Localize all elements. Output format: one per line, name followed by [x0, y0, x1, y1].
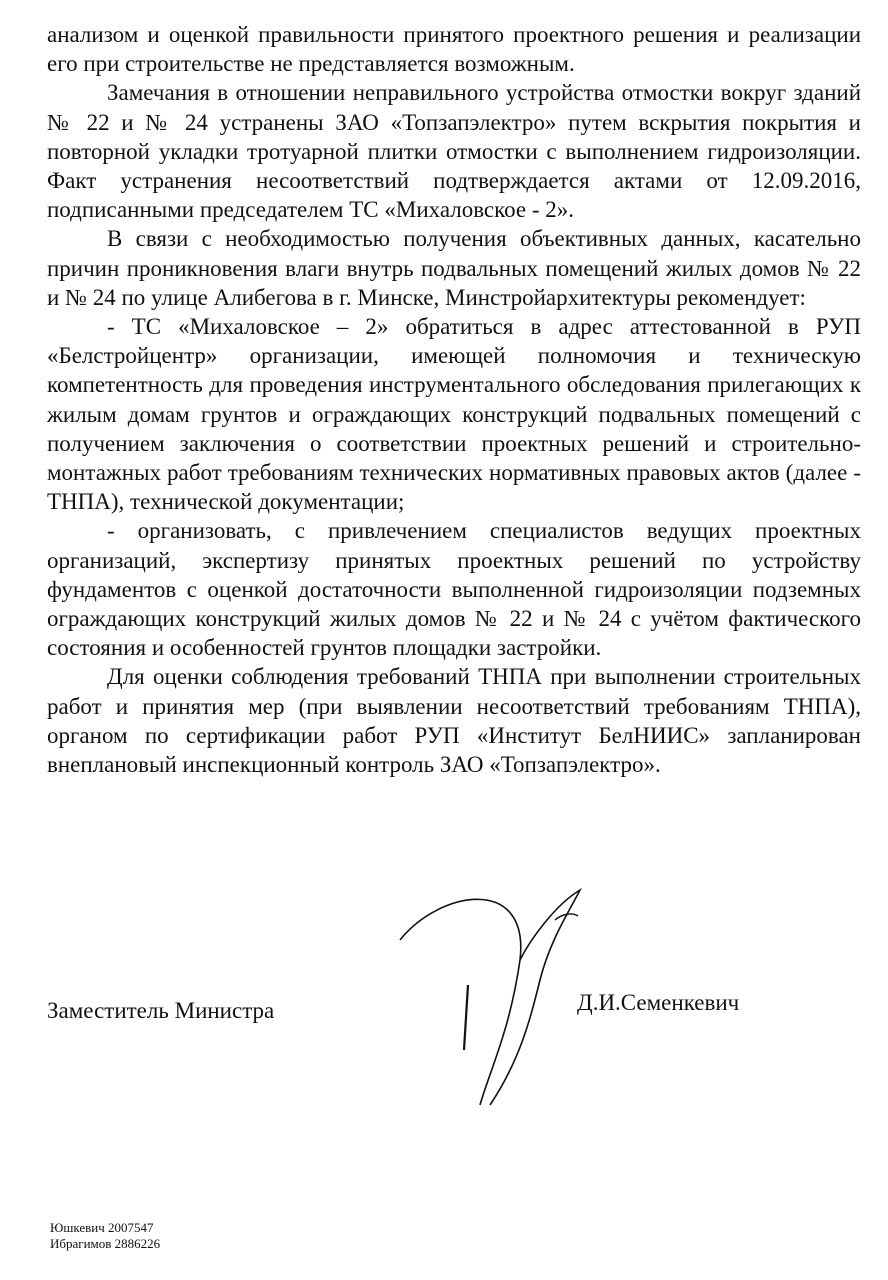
paragraph-recommendation-1: - ТС «Михаловское – 2» обратиться в адрес аттестованной в РУП «Белстройцентр» организации, имеющей полномочия и техническую компетентность для проведения инструментального обследования прилегающих к жилым домам грунтов и ограждающих конструкций подвальных помещений с получением заключения о соответствии проектных решений и строительно-монтажных работ требованиям технических нормативных правовых актов (далее - ТНПА), технической документации; — [47, 314, 861, 515]
paragraph-pavement-remarks: Замечания в отношении неправильного устройства отмостки вокруг зданий № 22 и № 24 устранены ЗАО «Топзапэлектро» путем вскрытия покрытия и повторной укладки тротуарной плитки отмостки с выполнением гидроизоляции. Факт устранения несоответствий подтверждается актами от 12.09.2016, подписанными председателем ТС «Михаловское - 2». — [47, 80, 861, 223]
signer-name: Д.И.Семенкевич — [577, 990, 740, 1015]
signer-position: Заместитель Министра — [47, 998, 275, 1023]
paragraph-inspection-control: Для оценки соблюдения требований ТНПА при выполнении строительных работ и принятия мер (при выявлении несоответствий требованиям ТНПА), органом по сертификации работ РУП «Институт БелНИИС» запланирован внеплановый инспекционный контроль ЗАО «Топзапэлектро». — [47, 664, 861, 778]
executor-line-1: Юшкевич 2007547 — [50, 1220, 154, 1235]
paragraph-recommendation-intro: В связи с необходимостью получения объективных данных, касательно причин проникновения влаги внутрь подвальных помещений жилых домов № 22 и № 24 по улице Алибегова в г. Минске, Минстройархитектуры рекомендует: — [47, 226, 861, 310]
paragraph-continuation: анализом и оценкой правильности принятого проектного решения и реализации его при строительстве не представляется возможным. — [47, 22, 861, 77]
executor-footer — [50, 1220, 160, 1252]
paragraph-recommendation-2: - организовать, с привлечением специалистов ведущих проектных организаций, экспертизу принятых проектных решений по устройству фундаментов с оценкой достаточности выполненной гидроизоляции подземных ограждающих конструкций жилых домов № 22 и № 24 с учётом фактического состояния и особенностей грунтов площадки застройки. — [47, 518, 861, 661]
letter-body — [47, 20, 861, 779]
executor-line-2: Ибрагимов 2886226 — [50, 1236, 161, 1251]
